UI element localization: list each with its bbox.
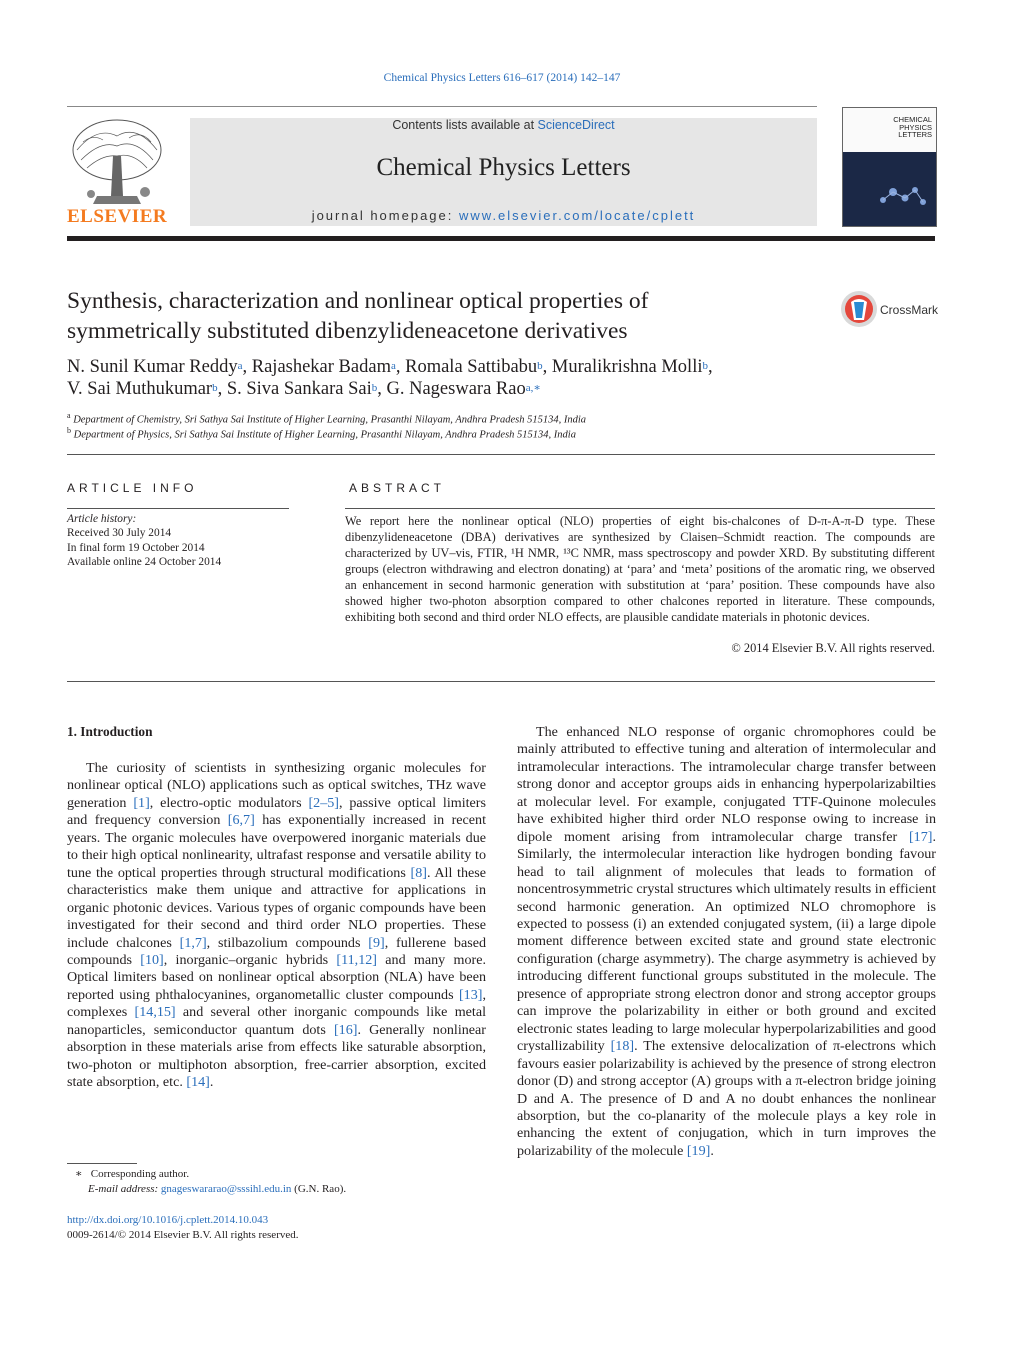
sciencedirect-link[interactable]: ScienceDirect (537, 118, 615, 132)
journal-homepage: journal homepage: www.elsevier.com/locate/cplett (311, 208, 696, 223)
citation-link[interactable]: [10] (140, 951, 164, 968)
author[interactable]: Romala Sattibabu$^b$ (405, 357, 543, 377)
abstract-bottom-rule (67, 681, 935, 682)
abstract-copyright: © 2014 Elsevier B.V. All rights reserved. (731, 641, 935, 655)
elsevier-wordmark: ELSEVIER (67, 206, 168, 227)
author[interactable]: Rajashekar Badam$^a$ (251, 357, 396, 377)
affiliation-rule (67, 454, 935, 455)
citation-link[interactable]: [13] (458, 986, 483, 1003)
doi-link[interactable]: http://dx.doi.org/10.1016/j.cplett.2014.10.043 (67, 1214, 269, 1226)
homepage-link[interactable]: www.elsevier.com/locate/cplett (459, 208, 696, 223)
journal-citation[interactable]: Chemical Physics Letters 616–617 (2014) 142–147 (383, 72, 621, 84)
paragraph-text: and several other inorganic compounds like metal nanoparticles, semiconductor quantum dots (67, 1004, 486, 1038)
paragraph-text: and many more. Optical limiters based on nonlinear optical absorption (NLA) have been reported using phthalocyanines, organometallic cluster compounds (67, 951, 486, 1003)
intro-paragraph-2 (517, 724, 936, 1160)
article-info-heading: ARTICLE INFO (67, 481, 198, 495)
cover-molecule-graphic (843, 152, 936, 226)
paragraph-text: has exponentially increased in recent years. The organic molecules have overpowered inorganic materials due to their high optical nonlinearity, ultrafast response and versatile ability to tune the optical properties through structural modifications (67, 812, 486, 881)
paragraph-text: , fullerene based compounds (67, 934, 486, 968)
paragraph-text: . Generally nonlinear absorption in these materials arise from effects like saturable absorption, two-photon or multiphoton absorption, free-carrier absorption, excited state absorption, etc. (67, 1021, 486, 1091)
paragraph-text: . The extensive delocalization of π-electrons which favours easier polarizability is achieved by the presence of strong electron donor (D) and strong acceptor (A) groups with a π-electron bridge joining D and A. The presence of D and A no doubt enhances the nonlinear absorption, but the co-planarity of the molecule plays a key role in enhancing the extent of conjugation, which in turn improves the polarizability of the molecule (517, 1038, 936, 1159)
header-rule (67, 106, 817, 107)
elsevier-logo[interactable] (67, 116, 167, 228)
paragraph-text: . (710, 1142, 714, 1159)
affiliation-b: $^b$ Department of Physics, Sri Sathya Sai Institute of Higher Learning, Prasanthi Nilayam, Andhra Pradesh 515134, India (67, 426, 576, 441)
header-thick-rule (67, 236, 935, 241)
paragraph-text: The enhanced NLO response of organic chromophores could be mainly attributed to effective tuning and alteration of intermolecular and intramolecular interactions. The intramolecular charge transfer between strong donor and acceptor groups aids in enhancing hyperpolarizabilties at molecular level. For example, conjugated TTF-Quinone molecules have exhibited higher third order NLO response owing to increase in dipole moment arising from intramolecular charge transfer (517, 724, 936, 845)
abstract-heading: ABSTRACT (349, 481, 446, 495)
citation-link[interactable]: [8] (410, 864, 427, 881)
paragraph-text: , inorganic–organic hybrids (163, 951, 337, 968)
author[interactable]: V. Sai Muthukumar$^b$ (67, 379, 218, 399)
journal-title: Chemical Physics Letters (376, 154, 631, 181)
crossmark-icon (840, 290, 878, 328)
paragraph-text: . Similarly, the intermolecular interaction like hydrogen bonding favour head to tail alignment of molecules that leads to formation of noncentrosymmetric crystal structures which ultimately results in efficient second harmonic generation. An optimized NLO chromophore is expected to possess (i) an extended conjugated system, (ii) a large dipole moment difference between excited state and ground state electronic configuration (charge asymmetry). The charge asymmetry is achieved by introducing different functional groups substituted in the molecule. The presence of appropriate strong electron donor and strong acceptor groups can improve the polarizability in either or both ground and excited electronic states leading to large molecular hyperpolarizabilities and good crystallizability (517, 828, 936, 1055)
paragraph-text: , complexes (67, 986, 486, 1021)
abstract-rule (345, 508, 935, 509)
article-info-rule (67, 508, 289, 509)
citation-link[interactable]: [17] (908, 828, 933, 845)
author-list: N. Sunil Kumar Reddy$^a$, Rajashekar Badam$^a$, Romala Sattibabu$^b$, Muralikrishna Molli$^b$, V. Sai Muthukumar$^b$, S. Siva Sankara Sai$^b$, G. Nageswara Rao$^{a,∗}$ (67, 357, 713, 399)
citation-link[interactable]: [1,7] (179, 934, 207, 951)
issn-line: 0009-2614/© 2014 Elsevier B.V. All rights reserved. (67, 1228, 299, 1241)
cover-label: CHEMICAL PHYSICS LETTERS (893, 115, 932, 139)
citation-link[interactable]: [2–5] (308, 794, 339, 811)
tree-icon (67, 116, 167, 208)
paragraph-text: , passive optical limiters and frequency conversion (67, 794, 486, 829)
paragraph-text: , electro-optic modulators (149, 794, 309, 811)
citation-link[interactable]: [9] (368, 934, 385, 951)
abstract-text: We report here the nonlinear optical (NLO) properties of eight bis-chalcones of D-π-A-π-D type. These dibenzylideneacetone (DBA) derivatives are synthesized by Claisen–Schmidt reaction. The compounds are characterized by UV–vis, FTIR, ¹H NMR, ¹³C NMR, mass spectroscopy and powder XRD. By substituting different groups (electron withdrawing and electron donating) at ‘para’ and ‘meta’ positions of the aromatic ring, we observed an enhancement in second harmonic generation with substitution at ‘para’ position. These compounds have also showed higher two-photon absorption compared to other chalcones reported in literature. These compounds, exhibiting both second and third order NLO effects, are plausible candidate materials in photonic devices. (345, 514, 935, 625)
author[interactable]: N. Sunil Kumar Reddy$^a$ (67, 357, 243, 377)
author[interactable]: Muralikrishna Molli$^b$ (551, 357, 708, 377)
author[interactable]: G. Nageswara Rao$^{a,∗}$ (386, 379, 541, 399)
doi-block (67, 1213, 487, 1242)
intro-paragraph-1 (67, 760, 486, 1092)
paragraph-text: , stilbazolium compounds (206, 934, 369, 951)
author-email-link[interactable]: gnageswararao@sssihl.edu.in (160, 1182, 292, 1195)
footnote-rule (67, 1163, 137, 1164)
citation-link[interactable]: [14,15] (134, 1004, 176, 1021)
journal-banner (190, 118, 817, 226)
author[interactable]: S. Siva Sankara Sai$^b$ (226, 379, 378, 399)
article-history: Article history: Received 30 July 2014 In final form 19 October 2014 Available online 24 October 2014 (67, 513, 222, 568)
body-column-left (67, 760, 486, 1092)
paragraph-text: . (209, 1074, 214, 1091)
citation-link[interactable]: [14] (186, 1074, 210, 1091)
journal-cover-image[interactable] (842, 107, 937, 227)
crossmark-label: CrossMark (880, 303, 939, 317)
citation-link[interactable]: [19] (686, 1142, 711, 1159)
citation-link[interactable]: [18] (610, 1038, 635, 1055)
corresponding-author-footnote: ∗ Corresponding author. E-mail address: gnageswararao@sssihl.edu.in (G.N. Rao). (75, 1168, 347, 1195)
article-title: Synthesis, characterization and nonlinear optical properties of symmetrically substituted dibenzylideneacetone derivatives (67, 288, 649, 344)
paragraph-text: The curiosity of scientists in synthesizing organic molecules for nonlinear optical (NLO) applications such as optical switches, THz wave generation (67, 760, 486, 811)
affiliation-a: $^a$ Department of Chemistry, Sri Sathya Sai Institute of Higher Learning, Prasanthi Nilayam, Andhra Pradesh 515134, India (67, 411, 587, 426)
citation-link[interactable]: [1] (133, 794, 150, 811)
paragraph-text: . All these characteristics make them unique and attractive for applications in organic photonic devices. Various types of organic compounds have been investigated for their second and third order NLO properties. These include chalcones (67, 864, 487, 951)
contents-line: Contents lists available at ScienceDirect (392, 118, 615, 132)
section-heading-introduction: 1. Introduction (67, 724, 153, 739)
citation-link[interactable]: [16] (333, 1021, 358, 1038)
crossmark-badge[interactable] (840, 290, 940, 330)
body-column-right (517, 724, 936, 1160)
citation-link[interactable]: [11,12] (336, 951, 377, 968)
citation-link[interactable]: [6,7] (227, 812, 255, 829)
